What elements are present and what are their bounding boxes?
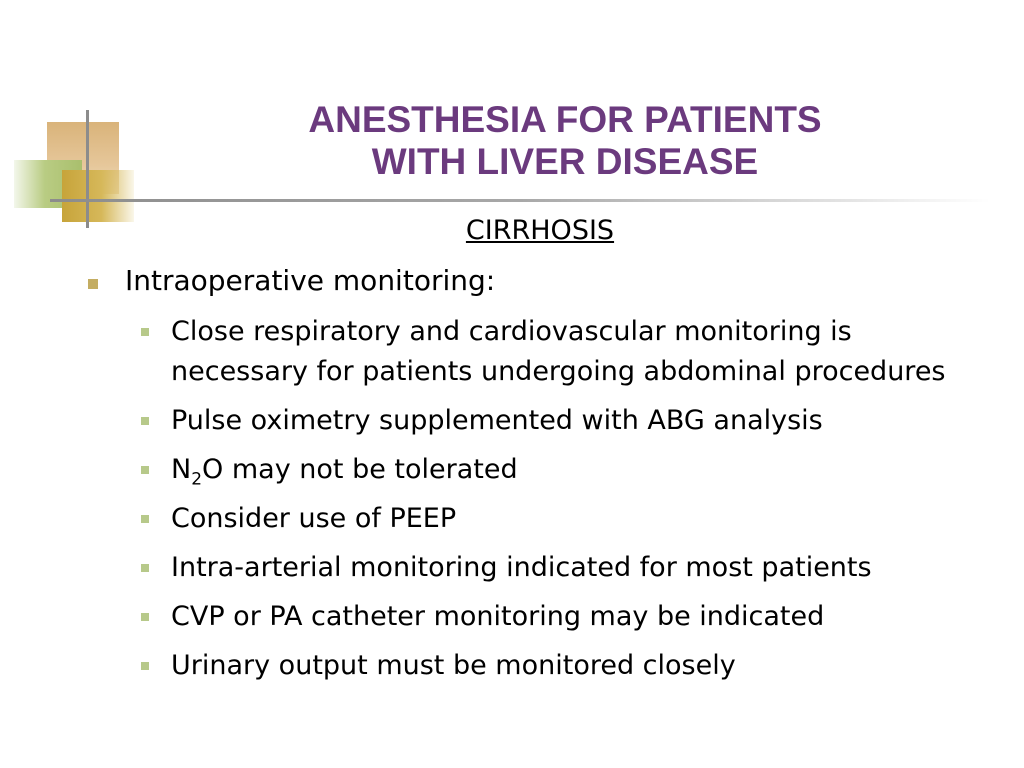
square-bullet-icon (141, 328, 149, 336)
sub-bullet-text: CVP or PA catheter monitoring may be indicated (171, 601, 825, 632)
subscript-text: 2 (191, 469, 203, 490)
square-bullet-icon (88, 279, 98, 289)
sub-bullet-list (141, 312, 971, 695)
subheading: CIRRHOSIS (465, 215, 615, 246)
square-bullet-icon (141, 564, 149, 572)
title-line-2: WITH LIVER DISEASE (371, 141, 759, 182)
title-line-1: ANESTHESIA FOR PATIENTS (308, 99, 822, 140)
decor-vertical-line (86, 110, 89, 228)
sub-bullet-item (141, 401, 971, 441)
sub-bullet-item (141, 597, 971, 637)
sub-bullet-text: Intra-arterial monitoring indicated for most patients (171, 552, 872, 583)
sub-bullet-text-pre: N (171, 454, 192, 485)
sub-bullet-text-post: O may not be tolerated (202, 454, 518, 485)
sub-bullet-item (141, 312, 971, 392)
slide-title (200, 99, 930, 183)
square-bullet-icon (141, 417, 149, 425)
square-bullet-icon (141, 613, 149, 621)
sub-bullet-text: Close respiratory and cardiovascular monitoring is necessary for patients undergoing abdominal procedures (171, 316, 946, 387)
main-bullet-text: Intraoperative monitoring: (125, 264, 496, 297)
square-bullet-icon (141, 662, 149, 670)
sub-bullet-item (141, 499, 971, 539)
sub-bullet-item (141, 548, 971, 588)
square-bullet-icon (141, 466, 149, 474)
square-bullet-icon (141, 515, 149, 523)
main-bullet-item (88, 262, 495, 300)
title-divider-line (50, 199, 990, 202)
sub-bullet-text: Consider use of PEEP (171, 503, 457, 534)
sub-bullet-text: Urinary output must be monitored closely (171, 650, 736, 681)
sub-bullet-item (141, 646, 971, 686)
sub-bullet-text: Pulse oximetry supplemented with ABG analysis (171, 405, 823, 436)
sub-bullet-item (141, 450, 971, 490)
